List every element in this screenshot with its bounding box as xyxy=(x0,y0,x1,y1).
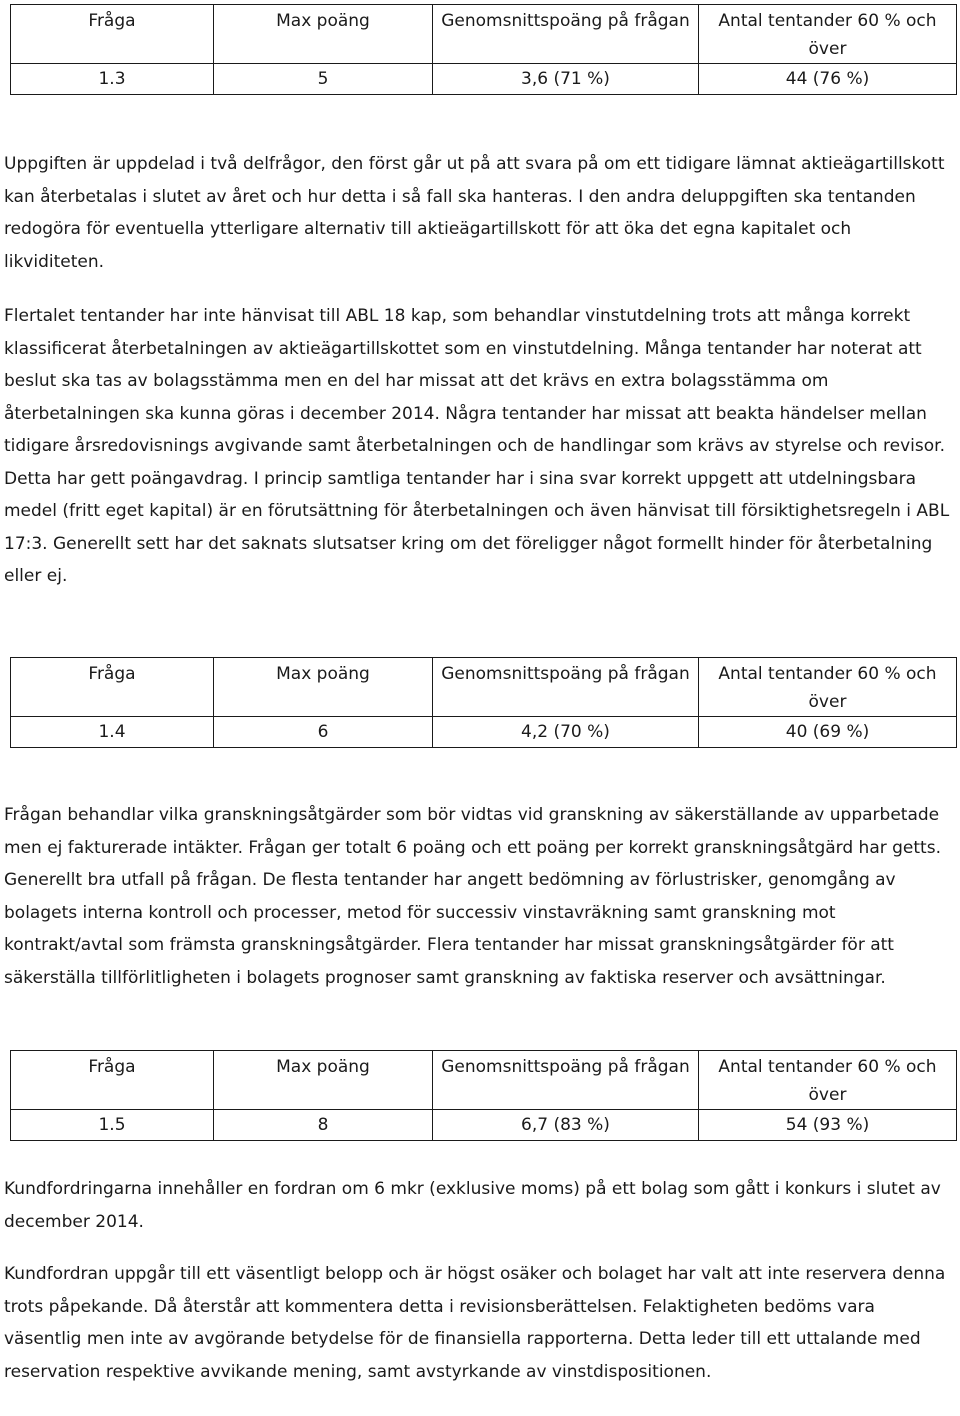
table-row xyxy=(11,64,957,95)
cell-question: 1.4 xyxy=(11,717,214,748)
cell-max-points: 5 xyxy=(214,64,433,95)
table-header-row xyxy=(11,658,957,717)
header-max-points: Max poäng xyxy=(214,5,433,64)
cell-average-points: 3,6 (71 %) xyxy=(433,64,699,95)
header-question: Fråga xyxy=(11,658,214,717)
cell-question: 1.5 xyxy=(11,1110,214,1141)
paragraph-1-3-intro: Uppgiften är uppdelad i två delfrågor, den först går ut på att svara på om ett tidigare lämnat aktieägartillskott kan återbetalas i slutet av året och hur detta i så fall ska hanteras. I den andra deluppgiften ska tentanden redogöra för eventuella ytterligare alternativ till aktieägartillskott för att öka det egna kapitalet och likviditeten. xyxy=(4,154,945,272)
table-row xyxy=(11,1110,957,1141)
cell-average-points: 6,7 (83 %) xyxy=(433,1110,699,1141)
header-candidates-60-percent: Antal tentander 60 % och över xyxy=(699,5,957,64)
header-max-points: Max poäng xyxy=(214,1051,433,1110)
paragraph-1-3-assessment: Flertalet tentander har inte hänvisat till ABL 18 kap, som behandlar vinstutdelning trots att många korrekt klassificerat återbetalningen av aktieägartillskottet som en vinstutdelning. Många tentander har noterat att beslut ska tas av bolagsstämma men en del har missat att det krävs en extra bolagsstämma om återbetalningen ska kunna göras i december 2014. Några tentander har missat att beakta händelser mellan tidigare årsredovisnings avgivande samt återbetalningen och de handlingar som krävs av styrelse och revisor. Detta har gett poängavdrag. I princip samtliga tentander har i sina svar korrekt uppgett att utdelningsbara medel (fritt eget kapital) är en förutsättning för återbetalningen och även hänvisat till försiktighetsregeln i ABL 17:3. Generellt sett har det saknats slutsatser kring om det föreligger något formellt hinder för återbetalning eller ej. xyxy=(4,306,950,586)
table-row xyxy=(11,717,957,748)
cell-question: 1.3 xyxy=(11,64,214,95)
paragraph-1-4-assessment: Frågan behandlar vilka granskningsåtgärder som bör vidtas vid granskning av säkerställande av upparbetade men ej fakturerade intäkter. Frågan ger totalt 6 poäng och ett poäng per korrekt granskningsåtgärd har getts. Generellt bra utfall på frågan. De flesta tentander har angett bedömning av förlustrisker, genomgång av bolagets interna kontroll och processer, metod för successiv vinstavräkning samt granskning mot kontrakt/avtal som främsta granskningsåtgärder. Flera tentander har missat granskningsåtgärder för att säkerställa tillförlitligheten i bolagets prognoser samt granskning av faktiska reserver och avsättningar. xyxy=(4,805,941,988)
cell-candidates-60-percent: 54 (93 %) xyxy=(699,1110,957,1141)
table-header-row xyxy=(11,5,957,64)
cell-candidates-60-percent: 44 (76 %) xyxy=(699,64,957,95)
header-average-points: Genomsnittspoäng på frågan xyxy=(433,1051,699,1110)
paragraph-1-5-assessment: Kundfordran uppgår till ett väsentligt belopp och är högst osäker och bolaget har valt att inte reservera denna trots påpekande. Då återstår att kommentera detta i revisionsberättelsen. Felaktigheten bedöms vara väsentlig men inte av avgörande betydelse för de finansiella rapporterna. Detta leder till ett uttalande med reservation respektive avvikande mening, samt avstyrkande av vinstdispositionen. xyxy=(4,1264,946,1382)
header-average-points: Genomsnittspoäng på frågan xyxy=(433,5,699,64)
cell-average-points: 4,2 (70 %) xyxy=(433,717,699,748)
header-max-points: Max poäng xyxy=(214,658,433,717)
cell-candidates-60-percent: 40 (69 %) xyxy=(699,717,957,748)
cell-max-points: 8 xyxy=(214,1110,433,1141)
paragraph-1-5-intro: Kundfordringarna innehåller en fordran om 6 mkr (exklusive moms) på ett bolag som gått i konkurs i slutet av december 2014. xyxy=(4,1179,941,1232)
header-candidates-60-percent: Antal tentander 60 % och över xyxy=(699,658,957,717)
header-average-points: Genomsnittspoäng på frågan xyxy=(433,658,699,717)
header-candidates-60-percent: Antal tentander 60 % och över xyxy=(699,1051,957,1110)
score-table-1-4 xyxy=(10,657,957,748)
score-table-1-3 xyxy=(10,4,957,95)
header-question: Fråga xyxy=(11,1051,214,1110)
cell-max-points: 6 xyxy=(214,717,433,748)
score-table-1-5 xyxy=(10,1050,957,1141)
table-header-row xyxy=(11,1051,957,1110)
header-question: Fråga xyxy=(11,5,214,64)
